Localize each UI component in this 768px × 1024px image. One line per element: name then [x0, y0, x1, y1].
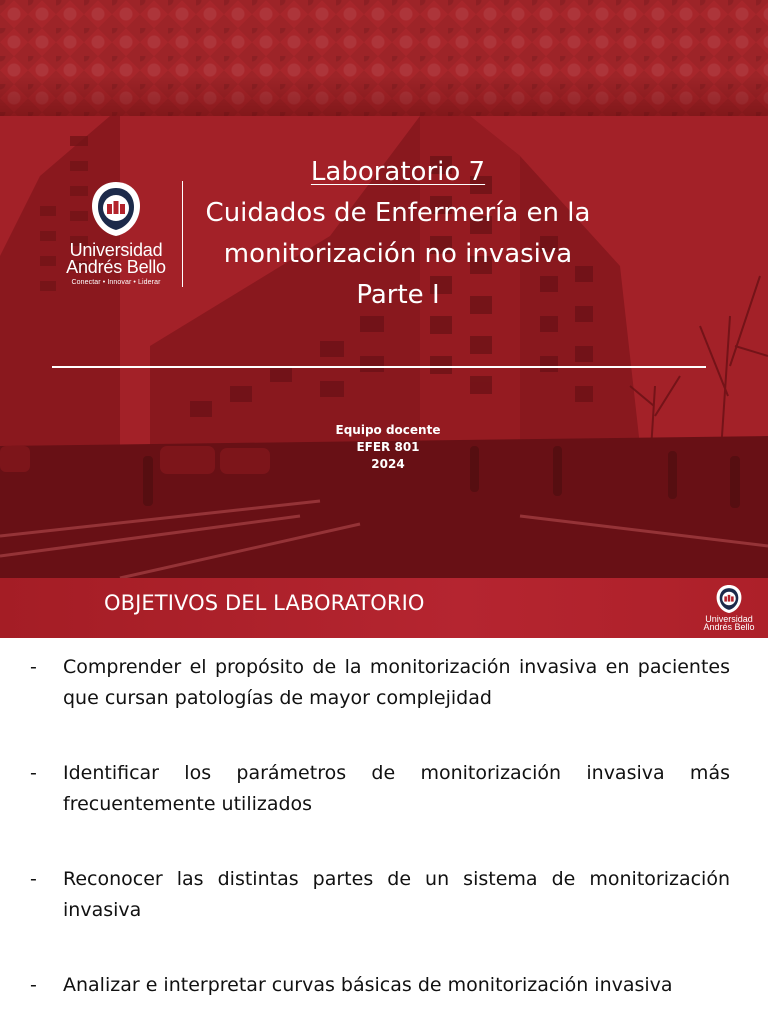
- university-logo-small: [698, 584, 760, 631]
- objectives-title: OBJETIVOS DEL LABORATORIO: [104, 591, 425, 615]
- logo-name-line2: Andrés Bello: [66, 257, 166, 277]
- teaching-team-info: [300, 422, 476, 473]
- objectives-slide: [0, 578, 768, 1024]
- slide-title: [190, 152, 606, 316]
- logo-divider: [182, 181, 183, 287]
- title-lab-number: Laboratorio 7: [310, 157, 486, 187]
- logo-name-line1: Universidad: [69, 240, 163, 260]
- list-marker: -: [30, 974, 37, 996]
- objective-text: Reconocer las distintas partes de un sistema de monitorización invasiva: [63, 868, 730, 921]
- course-code: EFER 801: [356, 440, 420, 454]
- logo-tagline: Conectar • Innovar • Liderar: [71, 279, 161, 286]
- objectives-header: [0, 578, 768, 638]
- year: 2024: [371, 457, 405, 471]
- list-item: [30, 652, 730, 714]
- objective-text: Identificar los parámetros de monitorización invasiva más frecuentemente utilizados: [63, 762, 730, 815]
- small-logo-name-line1: Universidad: [705, 614, 753, 624]
- title-separator-line: [52, 366, 706, 368]
- university-shield-icon: [90, 180, 142, 238]
- list-marker: -: [30, 868, 37, 890]
- university-logo: [56, 180, 176, 286]
- list-item: [30, 864, 730, 926]
- decorative-pattern-band: [0, 0, 768, 116]
- university-shield-icon: [714, 584, 744, 614]
- list-marker: -: [30, 656, 37, 678]
- title-line-2: Cuidados de Enfermería en la: [205, 198, 591, 228]
- team-label: Equipo docente: [335, 423, 441, 437]
- list-item: [30, 758, 730, 820]
- list-marker: -: [30, 762, 37, 784]
- title-line-4: Parte I: [356, 280, 440, 310]
- objectives-list: [30, 652, 730, 1001]
- list-item: [30, 970, 730, 1001]
- title-line-3: monitorización no invasiva: [223, 239, 573, 269]
- small-logo-name-line2: Andrés Bello: [703, 622, 755, 632]
- objective-text: Analizar e interpretar curvas básicas de monitorización invasiva: [63, 974, 673, 996]
- objective-text: Comprender el propósito de la monitorización invasiva en pacientes que cursan patologías de mayor complejidad: [63, 656, 730, 709]
